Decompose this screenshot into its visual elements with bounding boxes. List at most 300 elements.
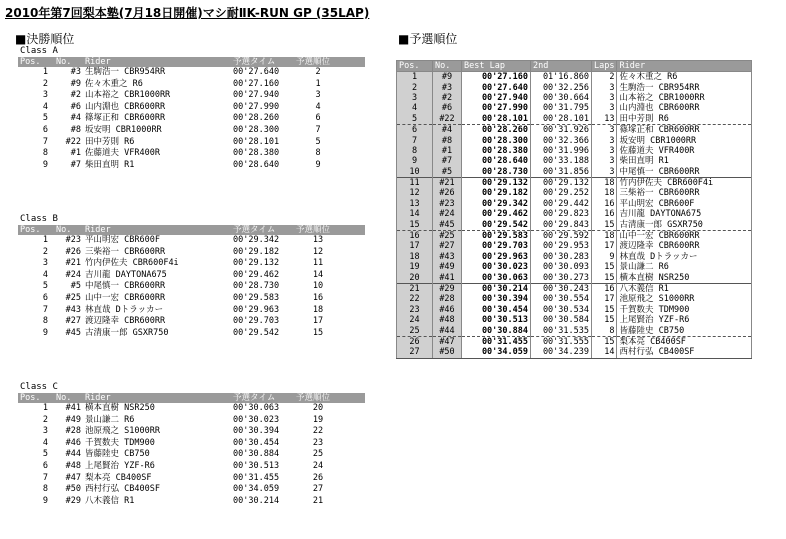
- qualifying-table: [396, 60, 752, 359]
- cell-rider: 三柴裕一 CBR600RR: [85, 246, 166, 257]
- final-header-row: [18, 57, 365, 67]
- cell-no: #49: [65, 414, 81, 425]
- cell-no: #2: [70, 90, 81, 101]
- cell-best: 00'28.730: [462, 167, 531, 178]
- cell-rider: 上尾賢治 YZF-R6: [617, 315, 752, 325]
- cell-time: 00'28.300: [233, 124, 280, 135]
- table-row: [397, 305, 752, 315]
- cell-qpos: 25: [312, 449, 324, 460]
- cell-no: #29: [65, 495, 81, 506]
- cell-second: 00'33.188: [531, 156, 592, 166]
- cell-rider: 佐藤道夫 VFR400R: [85, 148, 160, 159]
- cell-rider: 山内淵也 CBR600RR: [85, 101, 166, 112]
- cell-qpos: 15: [312, 327, 324, 338]
- cell-best: 00'29.542: [462, 219, 531, 230]
- cell-pos: 16: [397, 230, 433, 241]
- cell-time: 00'30.214: [233, 495, 280, 506]
- table-row: [397, 82, 752, 92]
- cell-pos: 25: [397, 325, 433, 336]
- cell-rider: 中尾慎一 CBR600RR: [85, 281, 166, 292]
- cell-pos: 11: [397, 177, 433, 188]
- cell-time: 00'30.063: [233, 403, 280, 413]
- table-row: [397, 262, 752, 272]
- col-pos: Pos.: [397, 61, 433, 72]
- col-laps: Laps: [592, 61, 617, 72]
- header-qpos: 予選順位: [296, 393, 331, 403]
- cell-rider: 平山明宏 CBR600F: [85, 235, 160, 245]
- table-row: [18, 258, 365, 270]
- cell-pos: 3: [42, 258, 48, 269]
- table-row: [18, 426, 365, 438]
- cell-laps: 15: [592, 305, 617, 315]
- cell-pos: 1: [42, 403, 48, 413]
- cell-pos: 12: [397, 188, 433, 198]
- cell-pos: 7: [42, 136, 48, 147]
- cell-rider: 田中芳則 R6: [85, 136, 135, 147]
- table-row: [18, 281, 365, 293]
- cell-no: #22: [433, 114, 462, 125]
- cell-pos: 15: [397, 219, 433, 230]
- table-row: [18, 148, 365, 160]
- table-row: [18, 67, 365, 79]
- table-row: [18, 438, 365, 450]
- cell-no: #29: [433, 283, 462, 294]
- cell-pos: 27: [397, 347, 433, 358]
- cell-pos: 10: [397, 167, 433, 178]
- cell-best: 00'29.963: [462, 252, 531, 262]
- cell-second: 00'31.535: [531, 325, 592, 336]
- cell-qpos: 14: [312, 269, 324, 280]
- cell-laps: 2: [592, 72, 617, 83]
- table-row: [397, 219, 752, 230]
- cell-qpos: 7: [315, 124, 321, 135]
- table-row: [397, 167, 752, 178]
- cell-no: #25: [433, 230, 462, 241]
- col-best-lap: Best Lap: [462, 61, 531, 72]
- table-row: [18, 125, 365, 137]
- cell-rider: 山本裕之 CBR1000RR: [617, 93, 752, 103]
- cell-rider: 池原飛之 S1000RR: [85, 426, 160, 437]
- cell-pos: 21: [397, 283, 433, 294]
- cell-rider: 林直哉 Dトラッカー: [617, 252, 752, 262]
- cell-pos: 3: [42, 426, 48, 437]
- cell-pos: 13: [397, 199, 433, 209]
- header-no: No.: [56, 57, 72, 67]
- cell-rider: 田中芳則 R6: [617, 114, 752, 125]
- cell-qpos: 26: [312, 472, 324, 483]
- cell-rider: 生駒浩一 CBR954RR: [85, 67, 166, 77]
- header-rider: Rider: [85, 57, 111, 67]
- cell-best: 00'27.940: [462, 93, 531, 103]
- cell-no: #3: [70, 67, 81, 77]
- cell-rider: 皆藤陸史 CB750: [85, 449, 150, 460]
- cell-second: 00'32.256: [531, 82, 592, 92]
- table-row: [18, 160, 365, 172]
- cell-laps: 3: [592, 146, 617, 156]
- cell-second: 00'29.953: [531, 241, 592, 251]
- cell-qpos: 2: [315, 67, 321, 77]
- cell-laps: 3: [592, 124, 617, 135]
- cell-laps: 15: [592, 272, 617, 283]
- header-qpos: 予選順位: [296, 225, 331, 235]
- cell-rider: 八木義信 R1: [617, 283, 752, 294]
- table-row: [18, 305, 365, 317]
- table-row: [397, 72, 752, 83]
- cell-pos: 4: [42, 101, 48, 112]
- header-no: No.: [56, 393, 72, 403]
- cell-rider: 渡辺隆幸 CBR600RR: [85, 316, 166, 327]
- cell-pos: 24: [397, 315, 433, 325]
- cell-time: 00'27.940: [233, 90, 280, 101]
- cell-laps: 16: [592, 209, 617, 219]
- cell-pos: 7: [42, 304, 48, 315]
- cell-second: 00'31.856: [531, 167, 592, 178]
- class-heading: Class B: [20, 214, 58, 224]
- cell-qpos: 12: [312, 246, 324, 257]
- cell-no: #28: [433, 294, 462, 304]
- cell-qpos: 11: [312, 258, 324, 269]
- cell-no: #3: [433, 82, 462, 92]
- cell-no: #7: [433, 156, 462, 166]
- cell-laps: 3: [592, 156, 617, 166]
- cell-pos: 14: [397, 209, 433, 219]
- table-row: [397, 294, 752, 304]
- class-results-table: [18, 225, 365, 339]
- cell-rider: 中尾慎一 CBR600RR: [617, 167, 752, 178]
- table-row: [18, 496, 365, 508]
- table-row: [397, 315, 752, 325]
- cell-pos: 2: [397, 82, 433, 92]
- page-title: 2010年第7回梨本塾(7月18日開催)マシ耐ⅡK-RUN GP (35LAP): [5, 6, 370, 20]
- cell-second: 00'31.926: [531, 124, 592, 135]
- cell-best: 00'28.260: [462, 124, 531, 135]
- cell-no: #22: [65, 136, 81, 147]
- cell-rider: 西村行弘 CB400SF: [617, 347, 752, 358]
- cell-rider: 平山明宏 CBR600F: [617, 199, 752, 209]
- table-row: [397, 93, 752, 103]
- cell-qpos: 5: [315, 136, 321, 147]
- header-pos: Pos.: [20, 225, 41, 235]
- cell-rider: 皆藤陸史 CB750: [617, 325, 752, 336]
- table-row: [397, 252, 752, 262]
- cell-second: 00'28.101: [531, 114, 592, 125]
- cell-no: #4: [433, 124, 462, 135]
- cell-laps: 8: [592, 325, 617, 336]
- class-heading: Class C: [20, 382, 58, 392]
- cell-qpos: 17: [312, 316, 324, 327]
- cell-pos: 8: [42, 148, 48, 159]
- cell-no: #5: [70, 281, 81, 292]
- cell-qpos: 22: [312, 426, 324, 437]
- cell-pos: 6: [42, 124, 48, 135]
- cell-pos: 3: [397, 93, 433, 103]
- cell-laps: 17: [592, 294, 617, 304]
- cell-no: #28: [65, 426, 81, 437]
- cell-rider: 梨本亮 CB400SF: [85, 472, 152, 483]
- table-row: [18, 484, 365, 496]
- col-no: No.: [433, 61, 462, 72]
- cell-no: #26: [65, 246, 81, 257]
- cell-pos: 8: [42, 316, 48, 327]
- col-2nd: 2nd: [531, 61, 592, 72]
- cell-time: 00'28.101: [233, 136, 280, 147]
- cell-pos: 6: [397, 124, 433, 135]
- cell-rider: 三柴裕一 CBR600RR: [617, 188, 752, 198]
- cell-qpos: 13: [312, 235, 324, 245]
- cell-pos: 9: [42, 495, 48, 506]
- cell-rider: 竹内伊佐夫 CBR600F4i: [85, 258, 179, 269]
- cell-best: 00'29.182: [462, 188, 531, 198]
- cell-no: #23: [65, 235, 81, 245]
- cell-pos: 8: [397, 146, 433, 156]
- cell-laps: 16: [592, 199, 617, 209]
- cell-best: 00'30.214: [462, 283, 531, 294]
- cell-best: 00'30.454: [462, 305, 531, 315]
- cell-time: 00'28.260: [233, 113, 280, 124]
- cell-time: 00'29.703: [233, 316, 280, 327]
- cell-rider: 山中一宏 CBR600RR: [617, 230, 752, 241]
- cell-rider: 山内淵也 CBR600RR: [617, 103, 752, 113]
- cell-second: 00'31.996: [531, 146, 592, 156]
- cell-best: 00'28.101: [462, 114, 531, 125]
- cell-time: 00'30.454: [233, 437, 280, 448]
- table-row: [397, 209, 752, 219]
- cell-best: 00'29.462: [462, 209, 531, 219]
- cell-rider: 上尾賢治 YZF-R6: [85, 460, 155, 471]
- class-heading: Class A: [20, 46, 58, 56]
- cell-laps: 18: [592, 177, 617, 188]
- table-row: [397, 199, 752, 209]
- cell-rider: 渡辺隆幸 CBR600RR: [617, 241, 752, 251]
- cell-best: 00'28.300: [462, 135, 531, 145]
- cell-no: #6: [70, 101, 81, 112]
- cell-no: #46: [433, 305, 462, 315]
- header-qpos: 予選順位: [296, 57, 331, 67]
- cell-rider: 佐々木重之 R6: [85, 78, 143, 89]
- table-row: [397, 325, 752, 336]
- cell-no: #44: [433, 325, 462, 336]
- header-time: 予選タイム: [233, 393, 276, 403]
- cell-time: 00'28.380: [233, 148, 280, 159]
- cell-rider: 山本裕之 CBR1000RR: [85, 90, 171, 101]
- cell-no: #24: [65, 269, 81, 280]
- table-row: [397, 146, 752, 156]
- cell-qpos: 27: [312, 484, 324, 495]
- cell-no: #21: [433, 177, 462, 188]
- cell-no: #4: [70, 113, 81, 124]
- cell-rider: 横本直樹 NSR250: [85, 403, 155, 413]
- table-row: [18, 293, 365, 305]
- table-row: [18, 449, 365, 461]
- cell-pos: 17: [397, 241, 433, 251]
- cell-best: 00'27.160: [462, 72, 531, 83]
- table-row: [397, 177, 752, 188]
- cell-time: 00'29.132: [233, 258, 280, 269]
- cell-no: #7: [70, 159, 81, 170]
- table-row: [397, 336, 752, 347]
- cell-time: 00'30.023: [233, 414, 280, 425]
- cell-no: #8: [433, 135, 462, 145]
- cell-qpos: 24: [312, 460, 324, 471]
- header-rider: Rider: [85, 225, 111, 235]
- cell-pos: 6: [42, 292, 48, 303]
- table-row: [18, 270, 365, 282]
- table-row: [18, 473, 365, 485]
- cell-second: 00'31.795: [531, 103, 592, 113]
- cell-laps: 3: [592, 93, 617, 103]
- table-row: [397, 241, 752, 251]
- cell-pos: 4: [42, 269, 48, 280]
- cell-laps: 15: [592, 315, 617, 325]
- cell-pos: 2: [42, 78, 48, 89]
- cell-rider: 八木義信 R1: [85, 495, 135, 506]
- cell-rider: 佐々木重之 R6: [617, 72, 752, 83]
- cell-qpos: 6: [315, 113, 321, 124]
- cell-rider: 柴田直明 R1: [617, 156, 752, 166]
- cell-best: 00'28.380: [462, 146, 531, 156]
- cell-no: #9: [433, 72, 462, 83]
- table-row: [397, 114, 752, 125]
- cell-pos: 9: [42, 327, 48, 338]
- cell-rider: 景山謙二 R6: [617, 262, 752, 272]
- cell-no: #48: [433, 315, 462, 325]
- cell-laps: 17: [592, 241, 617, 251]
- cell-no: #9: [70, 78, 81, 89]
- cell-second: 00'30.664: [531, 93, 592, 103]
- cell-rider: 篠塚正和 CBR600RR: [85, 113, 166, 124]
- cell-no: #45: [433, 219, 462, 230]
- cell-time: 00'30.513: [233, 460, 280, 471]
- class-results-table: [18, 57, 365, 171]
- header-pos: Pos.: [20, 57, 41, 67]
- header-time: 予選タイム: [233, 225, 276, 235]
- table-row: [18, 461, 365, 473]
- cell-no: #46: [65, 437, 81, 448]
- class-results-table: [18, 393, 365, 507]
- table-row: [18, 247, 365, 259]
- table-row: [397, 156, 752, 166]
- cell-pos: 23: [397, 305, 433, 315]
- table-row: [397, 347, 752, 358]
- cell-no: #8: [70, 124, 81, 135]
- cell-time: 00'27.640: [233, 67, 280, 77]
- cell-no: #1: [433, 146, 462, 156]
- table-row: [18, 415, 365, 427]
- table-row: [397, 283, 752, 294]
- cell-rider: 吉川龍 DAYTONA675: [617, 209, 752, 219]
- header-no: No.: [56, 225, 72, 235]
- cell-best: 00'29.342: [462, 199, 531, 209]
- cell-second: 00'30.283: [531, 252, 592, 262]
- cell-second: 00'34.239: [531, 347, 592, 358]
- cell-second: 00'30.243: [531, 283, 592, 294]
- cell-laps: 15: [592, 219, 617, 230]
- cell-time: 00'30.884: [233, 449, 280, 460]
- cell-no: #47: [433, 336, 462, 347]
- cell-no: #43: [65, 304, 81, 315]
- qualifying-header-row: [397, 61, 752, 72]
- cell-time: 00'31.455: [233, 472, 280, 483]
- cell-no: #50: [65, 484, 81, 495]
- cell-no: #48: [65, 460, 81, 471]
- cell-second: 00'31.555: [531, 336, 592, 347]
- cell-rider: 生駒浩一 CBR954RR: [617, 82, 752, 92]
- cell-pos: 5: [42, 113, 48, 124]
- cell-second: 01'16.860: [531, 72, 592, 83]
- cell-laps: 16: [592, 283, 617, 294]
- cell-no: #24: [433, 209, 462, 219]
- cell-time: 00'28.640: [233, 159, 280, 170]
- table-row: [397, 135, 752, 145]
- cell-rider: 古清康一郎 GSXR750: [85, 327, 169, 338]
- cell-second: 00'29.132: [531, 177, 592, 188]
- cell-qpos: 19: [312, 414, 324, 425]
- table-row: [397, 103, 752, 113]
- cell-no: #44: [65, 449, 81, 460]
- cell-rider: 西村行弘 CB400SF: [85, 484, 160, 495]
- cell-time: 00'28.730: [233, 281, 280, 292]
- cell-laps: 15: [592, 336, 617, 347]
- cell-pos: 4: [42, 437, 48, 448]
- cell-best: 00'30.513: [462, 315, 531, 325]
- final-header-row: [18, 225, 365, 235]
- cell-rider: 佐藤道夫 VFR400R: [617, 146, 752, 156]
- cell-laps: 18: [592, 230, 617, 241]
- cell-no: #45: [65, 327, 81, 338]
- cell-second: 00'29.252: [531, 188, 592, 198]
- cell-rider: 山中一宏 CBR600RR: [85, 292, 166, 303]
- cell-time: 00'29.542: [233, 327, 280, 338]
- cell-laps: 18: [592, 188, 617, 198]
- cell-qpos: 8: [315, 148, 321, 159]
- cell-qpos: 1: [315, 78, 321, 89]
- cell-second: 00'30.584: [531, 315, 592, 325]
- cell-no: #23: [433, 199, 462, 209]
- cell-second: 00'30.273: [531, 272, 592, 283]
- cell-rider: 篠塚正和 CBR600RR: [617, 124, 752, 135]
- table-row: [18, 316, 365, 328]
- cell-qpos: 21: [312, 495, 324, 506]
- cell-qpos: 23: [312, 437, 324, 448]
- cell-second: 00'30.534: [531, 305, 592, 315]
- table-row: [18, 102, 365, 114]
- header-time: 予選タイム: [233, 57, 276, 67]
- cell-pos: 2: [42, 414, 48, 425]
- cell-no: #5: [433, 167, 462, 178]
- cell-pos: 2: [42, 246, 48, 257]
- cell-pos: 1: [42, 67, 48, 77]
- table-row: [397, 230, 752, 241]
- cell-time: 00'27.990: [233, 101, 280, 112]
- header-rider: Rider: [85, 393, 111, 403]
- cell-pos: 19: [397, 262, 433, 272]
- cell-second: 00'29.442: [531, 199, 592, 209]
- cell-rider: 千賀数夫 TDM900: [85, 437, 155, 448]
- cell-time: 00'30.394: [233, 426, 280, 437]
- cell-pos: 4: [397, 103, 433, 113]
- cell-rider: 吉川龍 DAYTONA675: [85, 269, 167, 280]
- table-row: [18, 403, 365, 415]
- cell-pos: 20: [397, 272, 433, 283]
- cell-no: #25: [65, 292, 81, 303]
- cell-time: 00'29.182: [233, 246, 280, 257]
- cell-no: #41: [65, 403, 81, 413]
- cell-no: #27: [65, 316, 81, 327]
- cell-rider: 梨本亮 CB400SF: [617, 336, 752, 347]
- cell-no: #49: [433, 262, 462, 272]
- cell-rider: 千賀数夫 TDM900: [617, 305, 752, 315]
- cell-no: #27: [433, 241, 462, 251]
